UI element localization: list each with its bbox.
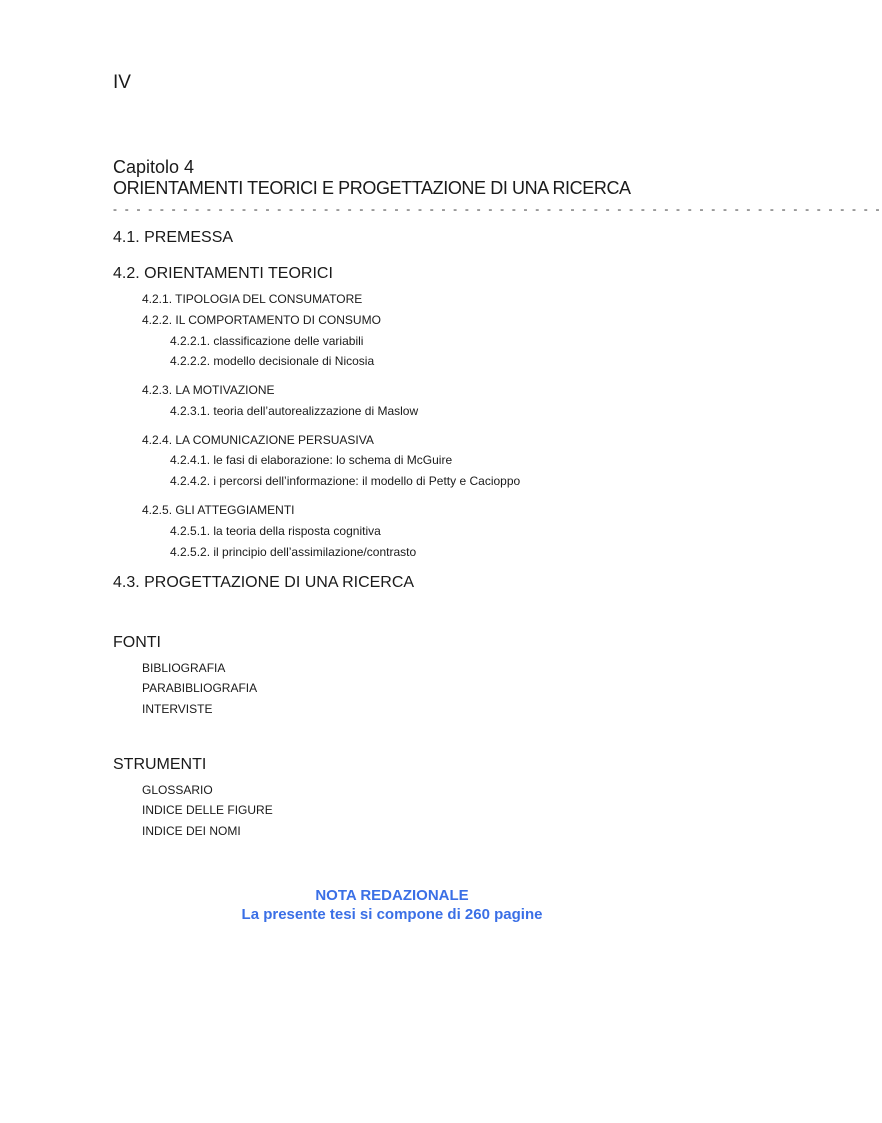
fonti-item: PARABIBLIOGRAFIA	[142, 681, 258, 695]
toc-item-4-2-3-1: 4.2.3.1. teoria dell’autorealizzazione di Maslow	[170, 404, 419, 418]
dashed-divider: - - - - - - - - - - - - - - - - - - - - - - - - - - - - - - - - - - - - - - - - - - - - - - - - - - - - - - - - - - - - - - - - - -	[113, 202, 882, 216]
toc-subsection-4-2-3: 4.2.3. LA MOTIVAZIONE	[142, 383, 275, 397]
page-number: IV	[113, 72, 131, 93]
fonti-heading: FONTI	[113, 634, 161, 651]
chapter-title: ORIENTAMENTI TEORICI E PROGETTAZIONE DI UNA RICERCA	[113, 178, 631, 198]
strumenti-item: INDICE DELLE FIGURE	[142, 803, 273, 817]
toc-item-4-2-4-1: 4.2.4.1. le fasi di elaborazione: lo schema di McGuire	[170, 453, 453, 467]
toc-item-4-2-5-2: 4.2.5.2. il principio dell’assimilazione/contrasto	[170, 545, 417, 559]
strumenti-heading: STRUMENTI	[113, 756, 207, 773]
toc-subsection-4-2-5: 4.2.5. GLI ATTEGGIAMENTI	[142, 503, 295, 517]
editorial-note-text: La presente tesi si compone di 260 pagine	[241, 906, 543, 923]
toc-item-4-2-2-2: 4.2.2.2. modello decisionale di Nicosia	[170, 354, 375, 368]
toc-item-4-2-4-2: 4.2.4.2. i percorsi dell’informazione: il modello di Petty e Cacioppo	[170, 474, 521, 488]
toc-section-4-2: 4.2. ORIENTAMENTI TEORICI	[113, 265, 333, 282]
toc-subsection-4-2-2: 4.2.2. IL COMPORTAMENTO DI CONSUMO	[142, 313, 381, 327]
fonti-item: INTERVISTE	[142, 702, 213, 716]
strumenti-item: INDICE DEI NOMI	[142, 824, 241, 838]
toc-subsection-4-2-1: 4.2.1. TIPOLOGIA DEL CONSUMATORE	[142, 292, 363, 306]
fonti-item: BIBLIOGRAFIA	[142, 661, 226, 675]
toc-section-4-3: 4.3. PROGETTAZIONE DI UNA RICERCA	[113, 574, 415, 591]
toc-section-4-1: 4.1. PREMESSA	[113, 229, 234, 246]
strumenti-item: GLOSSARIO	[142, 783, 213, 797]
toc-item-4-2-5-1: 4.2.5.1. la teoria della risposta cognitiva	[170, 524, 381, 538]
toc-subsection-4-2-4: 4.2.4. LA COMUNICAZIONE PERSUASIVA	[142, 433, 374, 447]
editorial-note-title: NOTA REDAZIONALE	[315, 887, 469, 904]
chapter-label: Capitolo 4	[113, 157, 195, 177]
toc-item-4-2-2-1: 4.2.2.1. classificazione delle variabili	[170, 334, 364, 348]
